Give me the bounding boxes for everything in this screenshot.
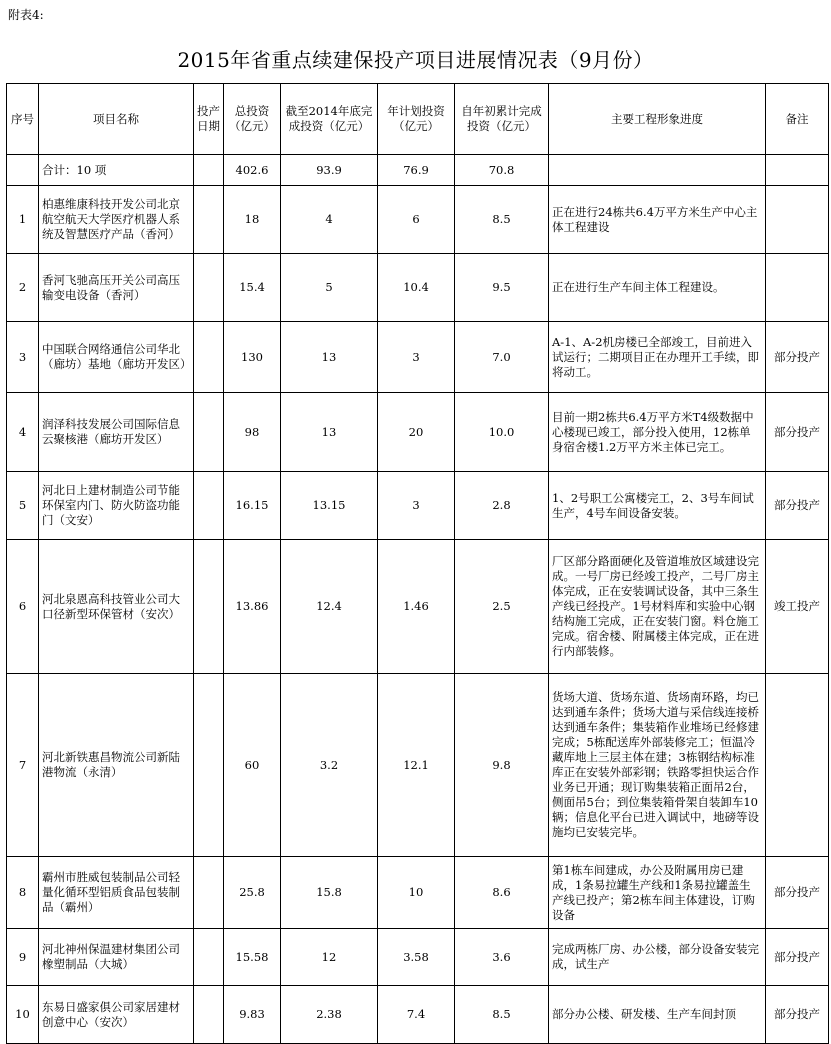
header-plan: 年计划投资（亿元） <box>378 84 455 155</box>
row-note <box>766 186 829 254</box>
row-ytd: 9.8 <box>455 674 549 857</box>
row-total: 13.86 <box>224 540 281 674</box>
summary-by2014: 93.9 <box>281 155 378 186</box>
row-date <box>194 929 224 986</box>
row-project-name: 河北神州保温建材集团公司橡塑制品（大城） <box>39 929 194 986</box>
row-ytd: 8.6 <box>455 857 549 929</box>
row-progress: 正在进行24栋共6.4万平方米生产中心主体工程建设 <box>549 186 766 254</box>
row-plan: 10 <box>378 857 455 929</box>
row-progress: 1、2号职工公寓楼完工，2、3号车间试生产，4号车间设备安装。 <box>549 472 766 540</box>
table-row <box>7 393 829 472</box>
row-plan: 7.4 <box>378 986 455 1044</box>
row-progress: 正在进行生产车间主体工程建设。 <box>549 254 766 322</box>
row-project-name: 香河飞驰高压开关公司高压输变电设备（香河） <box>39 254 194 322</box>
row-project-name: 河北新铁惠昌物流公司新陆港物流（永清） <box>39 674 194 857</box>
row-date <box>194 393 224 472</box>
row-note: 部分投产 <box>766 393 829 472</box>
row-by2014: 3.2 <box>281 674 378 857</box>
table-row <box>7 540 829 674</box>
row-total: 15.4 <box>224 254 281 322</box>
row-idx: 6 <box>7 540 39 674</box>
row-note: 部分投产 <box>766 929 829 986</box>
row-ytd: 3.6 <box>455 929 549 986</box>
row-idx: 5 <box>7 472 39 540</box>
row-project-name: 润泽科技发展公司国际信息云聚核港（廊坊开发区） <box>39 393 194 472</box>
row-date <box>194 986 224 1044</box>
row-by2014: 13.15 <box>281 472 378 540</box>
table-row <box>7 186 829 254</box>
summary-note <box>766 155 829 186</box>
row-by2014: 13 <box>281 322 378 393</box>
row-project-name: 柏惠维康科技开发公司北京航空航天大学医疗机器人系统及智慧医疗产品（香河） <box>39 186 194 254</box>
row-note <box>766 254 829 322</box>
row-project-name: 中国联合网络通信公司华北（廊坊）基地（廊坊开发区） <box>39 322 194 393</box>
summary-idx <box>7 155 39 186</box>
row-date <box>194 857 224 929</box>
row-progress: A-1、A-2机房楼已全部竣工，目前进入试运行；二期项目正在办理开工手续，即将动工。 <box>549 322 766 393</box>
row-idx: 10 <box>7 986 39 1044</box>
table-row <box>7 674 829 857</box>
row-note: 竣工投产 <box>766 540 829 674</box>
row-idx: 8 <box>7 857 39 929</box>
row-total: 60 <box>224 674 281 857</box>
row-plan: 3 <box>378 322 455 393</box>
row-date <box>194 540 224 674</box>
row-date <box>194 322 224 393</box>
row-ytd: 8.5 <box>455 186 549 254</box>
header-name: 项目名称 <box>39 84 194 155</box>
table-row <box>7 254 829 322</box>
row-by2014: 5 <box>281 254 378 322</box>
row-by2014: 12.4 <box>281 540 378 674</box>
row-progress: 目前一期2栋共6.4万平方米T4级数据中心楼现已竣工，部分投入使用，12栋单身宿舍楼1.2万平方米主体已完工。 <box>549 393 766 472</box>
table-row <box>7 857 829 929</box>
row-progress: 货场大道、货场东道、货场南环路，均已达到通车条件；货场大道与采信线连接桥达到通车条件；集装箱作业堆场已经修建完成；5栋配送库外部装修完工；恒温冷藏库地上三层主体在建；3栋钢结构标准库正在安装外部彩钢；铁路零担快运合作业务已开通；现订购集装箱正面吊2台，侧面吊5台；到位集装箱骨架自装卸车10辆；信息化平台已进入调试中，地磅等设施均已安装完毕。 <box>549 674 766 857</box>
row-plan: 3 <box>378 472 455 540</box>
row-date <box>194 254 224 322</box>
row-ytd: 9.5 <box>455 254 549 322</box>
row-project-name: 霸州市胜威包装制品公司轻量化循环型铝质食品包装制品（霸州） <box>39 857 194 929</box>
table-row <box>7 472 829 540</box>
header-progress: 主要工程形象进度 <box>549 84 766 155</box>
row-plan: 3.58 <box>378 929 455 986</box>
summary-total: 402.6 <box>224 155 281 186</box>
row-plan: 12.1 <box>378 674 455 857</box>
row-plan: 6 <box>378 186 455 254</box>
row-plan: 1.46 <box>378 540 455 674</box>
row-note: 部分投产 <box>766 322 829 393</box>
summary-plan: 76.9 <box>378 155 455 186</box>
row-progress: 第1栋车间建成，办公及附属用房已建成，1条易拉罐生产线和1条易拉罐盖生产线已投产；第2栋车间主体建设，订购设备 <box>549 857 766 929</box>
row-idx: 2 <box>7 254 39 322</box>
row-progress: 部分办公楼、研发楼、生产车间封顶 <box>549 986 766 1044</box>
row-plan: 20 <box>378 393 455 472</box>
row-date <box>194 472 224 540</box>
header-ytd: 自年初累计完成投资（亿元） <box>455 84 549 155</box>
row-ytd: 8.5 <box>455 986 549 1044</box>
table-row <box>7 322 829 393</box>
project-table <box>6 83 829 1044</box>
page-title: 2015年省重点续建保投产项目进展情况表（9月份） <box>177 48 654 72</box>
row-progress: 厂区部分路面硬化及管道堆放区域建设完成。一号厂房已经竣工投产，二号厂房主体完成，正在安装调试设备，其中三条生产线已经投产。1号材料库和实验中心钢结构施工完成，正在安装门窗。料仓施工完成。宿舍楼、附属楼主体完成，正在进行内部装修。 <box>549 540 766 674</box>
table-row <box>7 929 829 986</box>
summary-progress <box>549 155 766 186</box>
header-by2014: 截至2014年底完成投资（亿元） <box>281 84 378 155</box>
row-date <box>194 674 224 857</box>
row-note: 部分投产 <box>766 472 829 540</box>
row-plan: 10.4 <box>378 254 455 322</box>
summary-row <box>7 155 829 186</box>
row-ytd: 10.0 <box>455 393 549 472</box>
row-idx: 4 <box>7 393 39 472</box>
row-total: 15.58 <box>224 929 281 986</box>
header-row <box>7 84 829 155</box>
row-idx: 3 <box>7 322 39 393</box>
row-note <box>766 674 829 857</box>
row-project-name: 河北日上建材制造公司节能环保室内门、防火防盗功能门（文安） <box>39 472 194 540</box>
row-idx: 7 <box>7 674 39 857</box>
header-total: 总投资（亿元） <box>224 84 281 155</box>
row-date <box>194 186 224 254</box>
row-project-name: 河北泉恩高科技管业公司大口径新型环保管材（安次） <box>39 540 194 674</box>
table-row <box>7 986 829 1044</box>
row-ytd: 2.8 <box>455 472 549 540</box>
row-total: 25.8 <box>224 857 281 929</box>
header-idx: 序号 <box>7 84 39 155</box>
row-by2014: 13 <box>281 393 378 472</box>
attachment-label: 附表4: <box>8 8 44 22</box>
row-by2014: 12 <box>281 929 378 986</box>
row-total: 16.15 <box>224 472 281 540</box>
row-total: 130 <box>224 322 281 393</box>
row-idx: 1 <box>7 186 39 254</box>
row-progress: 完成两栋厂房、办公楼，部分设备安装完成，试生产 <box>549 929 766 986</box>
row-total: 18 <box>224 186 281 254</box>
row-total: 9.83 <box>224 986 281 1044</box>
summary-label: 合计：10 项 <box>39 155 194 186</box>
row-by2014: 4 <box>281 186 378 254</box>
summary-ytd: 70.8 <box>455 155 549 186</box>
row-project-name: 东易日盛家俱公司家居建材创意中心（安次） <box>39 986 194 1044</box>
row-total: 98 <box>224 393 281 472</box>
row-note: 部分投产 <box>766 857 829 929</box>
row-by2014: 15.8 <box>281 857 378 929</box>
row-by2014: 2.38 <box>281 986 378 1044</box>
header-note: 备注 <box>766 84 829 155</box>
row-ytd: 2.5 <box>455 540 549 674</box>
summary-date <box>194 155 224 186</box>
header-date: 投产日期 <box>194 84 224 155</box>
row-ytd: 7.0 <box>455 322 549 393</box>
row-note: 部分投产 <box>766 986 829 1044</box>
row-idx: 9 <box>7 929 39 986</box>
